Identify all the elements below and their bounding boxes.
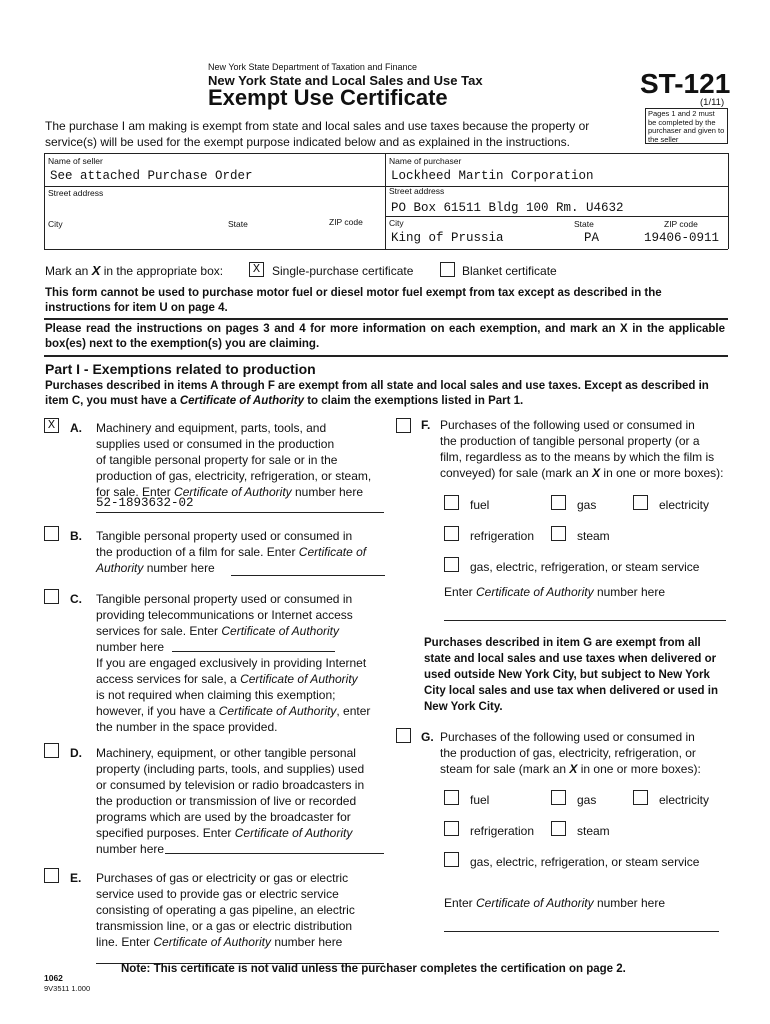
item-a-checkbox[interactable]: X — [44, 418, 59, 433]
item-c-authority-line[interactable] — [172, 636, 335, 652]
purchaser-zip-label: ZIP code — [664, 219, 698, 229]
item-g-refrigeration-label: refrigeration — [470, 824, 535, 838]
item-g-electricity-label: electricity — [659, 793, 710, 807]
purchaser-state-field[interactable]: PA — [584, 231, 600, 245]
item-g-steam-label: steam — [577, 824, 610, 838]
item-d-letter: D. — [70, 746, 82, 760]
item-g-refrigeration-checkbox[interactable] — [444, 821, 459, 836]
item-d-authority-line[interactable] — [165, 838, 384, 854]
item-c-text: Tangible personal property used or consumed in providing telecommunications or Internet access services for sale. Enter Certificate of Authority number here If you are engaged exclusively in providing Internet access services for sale, a Certificate of Authority is not required when claiming this exemption; however, if you have a Certificate of Authority, enter the number in the space provided. — [96, 592, 371, 734]
item-g-intro: Purchases described in item G are exempt from all state and local sales and use taxes when delivered or used outside New York City, but subject to New York City local sales and use tax when delivered or used in New York City. — [424, 637, 718, 713]
part1-intro: Purchases described in items A through F are exempt from all state and local sales and use taxes. Except as described in item C, you must have a Certificate of Authority to claim the exemptions listed in Part 1. — [45, 380, 709, 407]
form-title-line2: Exempt Use Certificate — [208, 85, 448, 110]
item-g-gas-label: gas — [577, 793, 597, 807]
form-title-line1: New York State and Local Sales and Use Tax — [208, 73, 483, 88]
item-f-checkbox[interactable] — [396, 418, 411, 433]
form-version: 9V3511 1.000 — [44, 984, 91, 993]
item-g-steam-checkbox[interactable] — [551, 821, 566, 836]
purchaser-name-label: Name of purchaser — [389, 156, 462, 166]
item-g-text: Purchases of the following used or consumed in the production of gas, electricity, refrigeration, or steam for sale (mark an X in one or more boxes): — [440, 730, 701, 776]
item-a-letter: A. — [70, 421, 82, 435]
item-f-steam-checkbox[interactable] — [551, 526, 566, 541]
motor-fuel-warning: This form cannot be used to purchase motor fuel or diesel motor fuel exempt from tax except as described in the instructions for item U on page 4. — [45, 287, 662, 314]
item-a-text: Machinery and equipment, parts, tools, and supplies used or consumed in the production of tangible personal property for sale or in the production of gas, electricity, refrigeration, or steam, for sale. Enter Certificate of Authority number here — [96, 421, 372, 499]
purchaser-street-field[interactable]: PO Box 61511 Bldg 100 Rm. U4632 — [391, 201, 624, 215]
read-instructions: Please read the instructions on pages 3 and 4 for more information on each exemption, and mark an X in the applicable box(es) next to the exemption(s) you are claiming. — [45, 323, 725, 350]
item-g-fuel-label: fuel — [470, 793, 490, 807]
purchaser-zip-field[interactable]: 19406-0911 — [644, 231, 720, 245]
intro-paragraph: The purchase I am making is exempt from state and local sales and use taxes because the property or service(s) will be used for the exempt purpose indicated below and as explained in the instructions. — [45, 119, 590, 149]
single-purchase-label: Single-purchase certificate — [272, 264, 414, 278]
item-f-refrigeration-label: refrigeration — [470, 529, 535, 543]
instructions-note-box — [645, 108, 728, 144]
item-e-letter: E. — [70, 871, 82, 885]
item-d-text: Machinery, equipment, or other tangible personal property (including parts, tools, and supplies) used or consumed by television or radio broadcasters in the production or transmission of live or recorded programs which are used by the broadcaster for specified purposes. Enter Certificate of Authority number here — [96, 746, 365, 856]
purchaser-street-label: Street address — [389, 186, 445, 196]
form-number: ST-121 — [640, 68, 731, 99]
certification-note: Note: This certificate is not valid unless the purchaser completes the certification on page 2. — [121, 963, 626, 975]
item-f-authority-line[interactable] — [444, 605, 726, 621]
seller-state-label: State — [228, 219, 248, 229]
item-d-checkbox[interactable] — [44, 743, 59, 758]
purchaser-city-field[interactable]: King of Prussia — [391, 231, 504, 245]
item-e-checkbox[interactable] — [44, 868, 59, 883]
item-f-electricity-checkbox[interactable] — [633, 495, 648, 510]
seller-zip-label: ZIP code — [329, 217, 363, 227]
item-b-letter: B. — [70, 529, 82, 543]
blanket-label: Blanket certificate — [462, 264, 557, 278]
item-g-all-label: gas, electric, refrigeration, or steam service — [470, 855, 700, 869]
instructions-note: Pages 1 and 2 must be completed by the purchaser and given to the seller — [648, 109, 725, 144]
item-e-authority-line[interactable] — [96, 948, 384, 964]
item-f-all-label: gas, electric, refrigeration, or steam service — [470, 560, 700, 574]
seller-city-label: City — [48, 219, 63, 229]
seller-street-label: Street address — [48, 188, 104, 198]
item-b-authority-line[interactable] — [231, 560, 385, 576]
form-revision: (1/11) — [700, 97, 725, 108]
mark-box-prompt: Mark an X in the appropriate box: — [45, 263, 224, 278]
seller-name-field[interactable]: See attached Purchase Order — [50, 169, 253, 183]
item-g-letter: G. — [421, 730, 434, 744]
item-f-all-checkbox[interactable] — [444, 557, 459, 572]
item-e-text: Purchases of gas or electricity or gas or electric service used to provide gas or electric service consisting of operating a gas pipeline, an electric transmission line, or a gas or electric distribution line. Enter Certificate of Authority number here — [96, 871, 355, 949]
single-purchase-checkbox[interactable]: X — [249, 262, 264, 277]
item-f-authority-prompt: Enter Certificate of Authority number here — [444, 585, 665, 599]
purchaser-city-label: City — [389, 218, 404, 228]
seller-name-label: Name of seller — [48, 156, 103, 166]
item-c-letter: C. — [70, 592, 82, 606]
item-f-refrigeration-checkbox[interactable] — [444, 526, 459, 541]
blanket-checkbox[interactable] — [440, 262, 455, 277]
purchaser-state-label: State — [574, 219, 594, 229]
item-g-checkbox[interactable] — [396, 728, 411, 743]
form-code: 1062 — [44, 973, 63, 983]
item-f-electricity-label: electricity — [659, 498, 710, 512]
item-f-fuel-checkbox[interactable] — [444, 495, 459, 510]
item-g-electricity-checkbox[interactable] — [633, 790, 648, 805]
item-a-authority-number[interactable]: 52-1893632-02 — [96, 496, 194, 510]
item-f-gas-checkbox[interactable] — [551, 495, 566, 510]
item-f-gas-label: gas — [577, 498, 597, 512]
item-b-text: Tangible personal property used or consumed in the production of a film for sale. Enter Certificate of Authority number here — [96, 529, 367, 575]
item-g-authority-prompt: Enter Certificate of Authority number here — [444, 896, 665, 910]
item-f-letter: F. — [421, 418, 431, 432]
agency-name: New York State Department of Taxation and Finance — [208, 62, 417, 72]
purchaser-name-field[interactable]: Lockheed Martin Corporation — [391, 169, 594, 183]
item-g-fuel-checkbox[interactable] — [444, 790, 459, 805]
item-a-authority-line — [96, 497, 384, 513]
item-f-text: Purchases of the following used or consumed in the production of tangible personal property (or a film, regardless as to the means by which the film is conveyed) for sale (mark an X in one or more boxes): — [440, 418, 724, 480]
part1-title: Part I - Exemptions related to production — [45, 361, 316, 377]
item-g-gas-checkbox[interactable] — [551, 790, 566, 805]
item-g-all-checkbox[interactable] — [444, 852, 459, 867]
item-g-authority-line[interactable] — [444, 916, 719, 932]
item-f-steam-label: steam — [577, 529, 610, 543]
item-b-checkbox[interactable] — [44, 526, 59, 541]
item-c-checkbox[interactable] — [44, 589, 59, 604]
item-f-fuel-label: fuel — [470, 498, 490, 512]
